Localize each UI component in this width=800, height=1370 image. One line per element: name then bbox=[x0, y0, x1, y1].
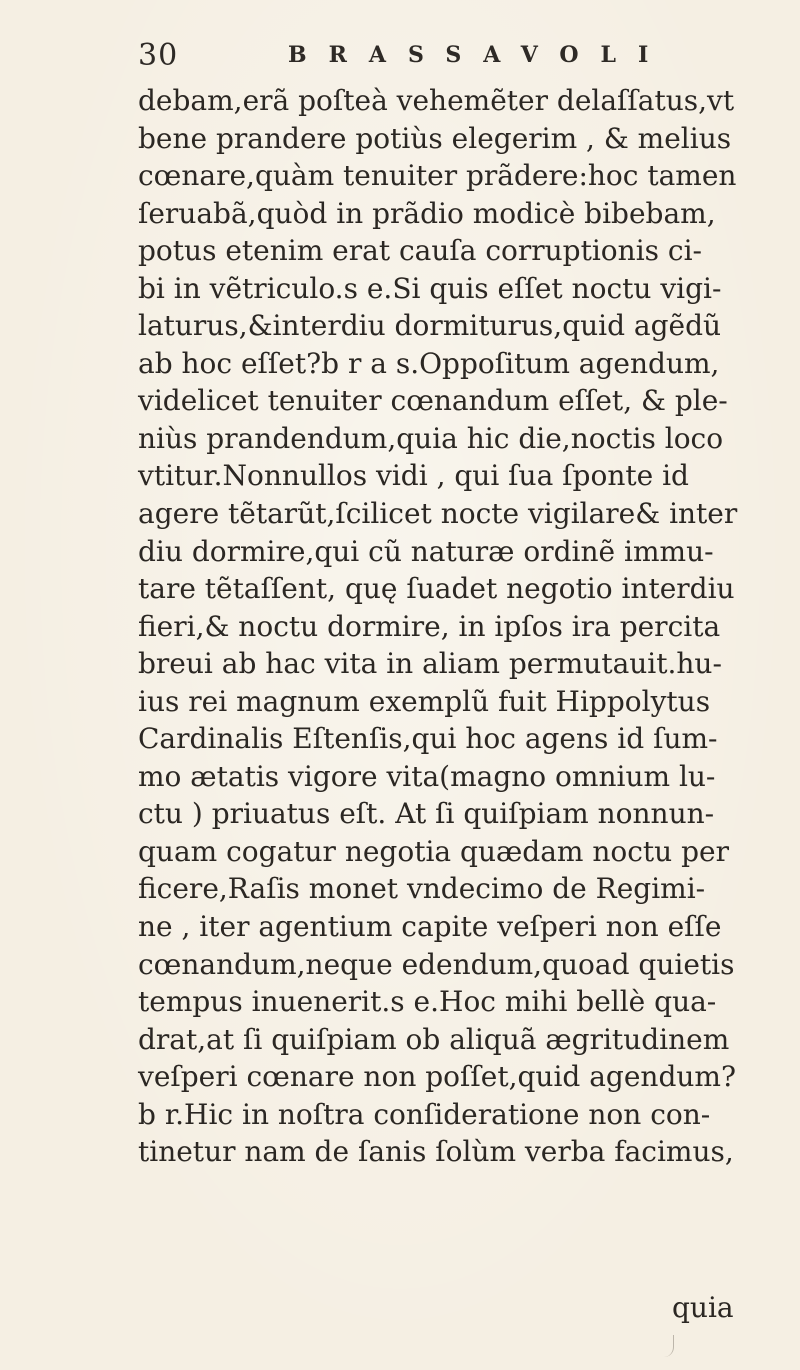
body-text bbox=[138, 82, 778, 1171]
text-line: breui ab hac vita in aliam permutauit.hu- bbox=[138, 647, 722, 681]
text-line: diu dormire,qui cũ naturæ ordinẽ immu- bbox=[138, 534, 714, 568]
text-line: quam cogatur negotia quædam noctu per bbox=[138, 834, 729, 868]
page-header bbox=[138, 38, 758, 78]
text-line: vtitur.Nonnullos vidi , qui ſua ſponte id bbox=[138, 459, 689, 493]
text-line: cœnandum,neque edendum,quoad quietis bbox=[138, 947, 735, 981]
text-line: drat,at ſi quiſpiam ob aliquã ægritudinem bbox=[138, 1022, 730, 1056]
text-line: videlicet tenuiter cœnandum eſſet, & ple- bbox=[138, 384, 728, 418]
page-number: 30 bbox=[138, 38, 179, 73]
catchword: quia bbox=[672, 1291, 734, 1324]
text-line: potus etenim erat cauſa corruptionis ci- bbox=[138, 234, 703, 268]
text-line: b r.Hic in noſtra conſideratione non con- bbox=[138, 1097, 711, 1131]
text-line: tempus inuenerit.s e.Hoc mihi bellè qua- bbox=[138, 985, 717, 1019]
text-line: ne , iter agentium capite veſperi non eſſe bbox=[138, 910, 722, 944]
text-line: laturus,&interdiu dormiturus,quid agẽdũ bbox=[138, 309, 722, 343]
running-head: BRASSAVOLI bbox=[288, 42, 671, 68]
text-line: niùs prandendum,quia hic die,noctis loco bbox=[138, 421, 724, 455]
text-line: ficere,Raſis monet vndecimo de Regimi- bbox=[138, 872, 706, 906]
text-line: ab hoc eſſet?b r a s.Oppoſitum agendum, bbox=[138, 346, 720, 380]
text-line: Cardinalis Eſtenſis,qui hoc agens id ſum- bbox=[138, 722, 718, 756]
text-line: bi in vẽtriculo.s e.Si quis eſſet noctu vigi- bbox=[138, 271, 722, 305]
text-line: ſeruabã,quòd in prãdio modicè bibebam, bbox=[138, 196, 716, 230]
text-line: agere tẽtarũt,ſcilicet nocte vigilare& inter bbox=[138, 497, 738, 531]
text-line: bene prandere potiùs elegerim , & melius bbox=[138, 121, 732, 155]
text-line: veſperi cœnare non poſſet,quid agendum? bbox=[138, 1060, 736, 1094]
text-line: ius rei magnum exemplũ fuit Hippolytus bbox=[138, 684, 711, 718]
text-line: mo ætatis vigore vita(magno omnium lu- bbox=[138, 759, 716, 793]
text-line: fieri,& noctu dormire, in ipſos ira percita bbox=[138, 609, 721, 643]
text-line: cœnare,quàm tenuiter prãdere:hoc tamen bbox=[138, 159, 737, 193]
ink-mark bbox=[663, 1335, 674, 1357]
text-line: debam,erã poſteà vehemẽter delaſſatus,vt bbox=[138, 84, 735, 117]
text-line: tare tẽtaſſent, quę ſuadet negotio interdiu bbox=[138, 572, 735, 606]
text-line: tinetur nam de ſanis ſolùm verba facimus, bbox=[138, 1135, 734, 1169]
text-line: ctu ) priuatus eſt. At ſi quiſpiam nonnun- bbox=[138, 797, 715, 831]
